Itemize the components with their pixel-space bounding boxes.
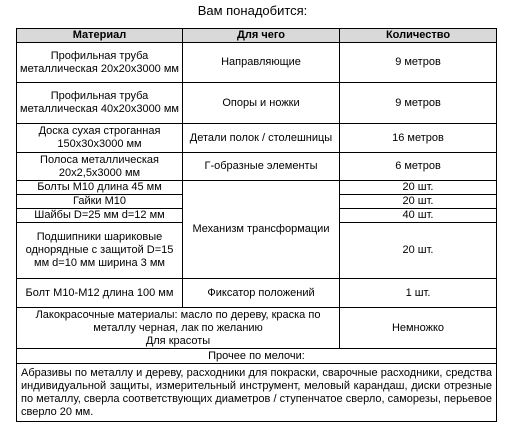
paint-materials: Лакокрасочные материалы: масло по дереву, краска по металлу черная, лак по желанию xyxy=(35,308,321,334)
cell-material: Болты М10 длина 45 мм xyxy=(17,181,183,195)
misc-title: Прочее по мелочи: xyxy=(17,349,497,364)
cell-purpose: Направляющие xyxy=(183,43,340,83)
materials-table xyxy=(16,28,497,422)
cell-material: Профильная труба металлическая 40x20x3000 мм xyxy=(17,83,183,124)
cell-quantity: Немножко xyxy=(340,308,497,349)
cell-quantity: 20 шт. xyxy=(340,181,497,195)
header-material: Материал xyxy=(17,29,183,43)
cell-quantity: 1 шт. xyxy=(340,279,497,308)
cell-paint xyxy=(17,308,340,349)
table-header-row xyxy=(17,29,497,43)
cell-purpose: Опоры и ножки xyxy=(183,83,340,124)
table-row xyxy=(17,153,497,181)
cell-material: Профильная труба металлическая 20x20x3000 мм xyxy=(17,43,183,83)
table-row xyxy=(17,181,497,195)
misc-row xyxy=(17,364,497,422)
table-row xyxy=(17,83,497,124)
cell-purpose: Г-образные элементы xyxy=(183,153,340,181)
cell-quantity: 9 метров xyxy=(340,43,497,83)
cell-quantity: 20 шт. xyxy=(340,195,497,209)
cell-purpose: Фиксатор положений xyxy=(183,279,340,308)
cell-quantity: 9 метров xyxy=(340,83,497,124)
cell-quantity: 20 шт. xyxy=(340,223,497,279)
cell-quantity: 40 шт. xyxy=(340,209,497,223)
cell-material: Подшипники шариковые однорядные с защитой D=15 мм d=10 мм ширина 3 мм xyxy=(17,223,183,279)
cell-quantity: 16 метров xyxy=(340,124,497,153)
misc-title-row xyxy=(17,349,497,364)
misc-text: Абразивы по металлу и дереву, расходники для покраски, сварочные расходники, средства индивидуальной защиты, измерительный инструмент, меловый карандаш, диски отрезные по металлу, сверла соответствующих диаметров / ступенчатое сверло, саморезы, перьевое сверло 20 мм. xyxy=(17,364,497,422)
cell-material: Гайки М10 xyxy=(17,195,183,209)
cell-material: Болт М10-М12 длина 100 мм xyxy=(17,279,183,308)
cell-purpose: Механизм трансформации xyxy=(183,181,340,279)
table-row xyxy=(17,124,497,153)
header-quantity: Количество xyxy=(340,29,497,43)
table-row xyxy=(17,43,497,83)
table-row xyxy=(17,308,497,349)
cell-material: Полоса металлическая 20x2,5x3000 мм xyxy=(17,153,183,181)
paint-purpose: Для красоты xyxy=(145,334,211,347)
header-purpose: Для чего xyxy=(183,29,340,43)
cell-material: Доска сухая строганная 150x30x3000 мм xyxy=(17,124,183,153)
page-title: Вам понадобится: xyxy=(197,3,308,18)
cell-purpose: Детали полок / столешницы xyxy=(183,124,340,153)
cell-material: Шайбы D=25 мм d=12 мм xyxy=(17,209,183,223)
table-row xyxy=(17,279,497,308)
cell-quantity: 6 метров xyxy=(340,153,497,181)
